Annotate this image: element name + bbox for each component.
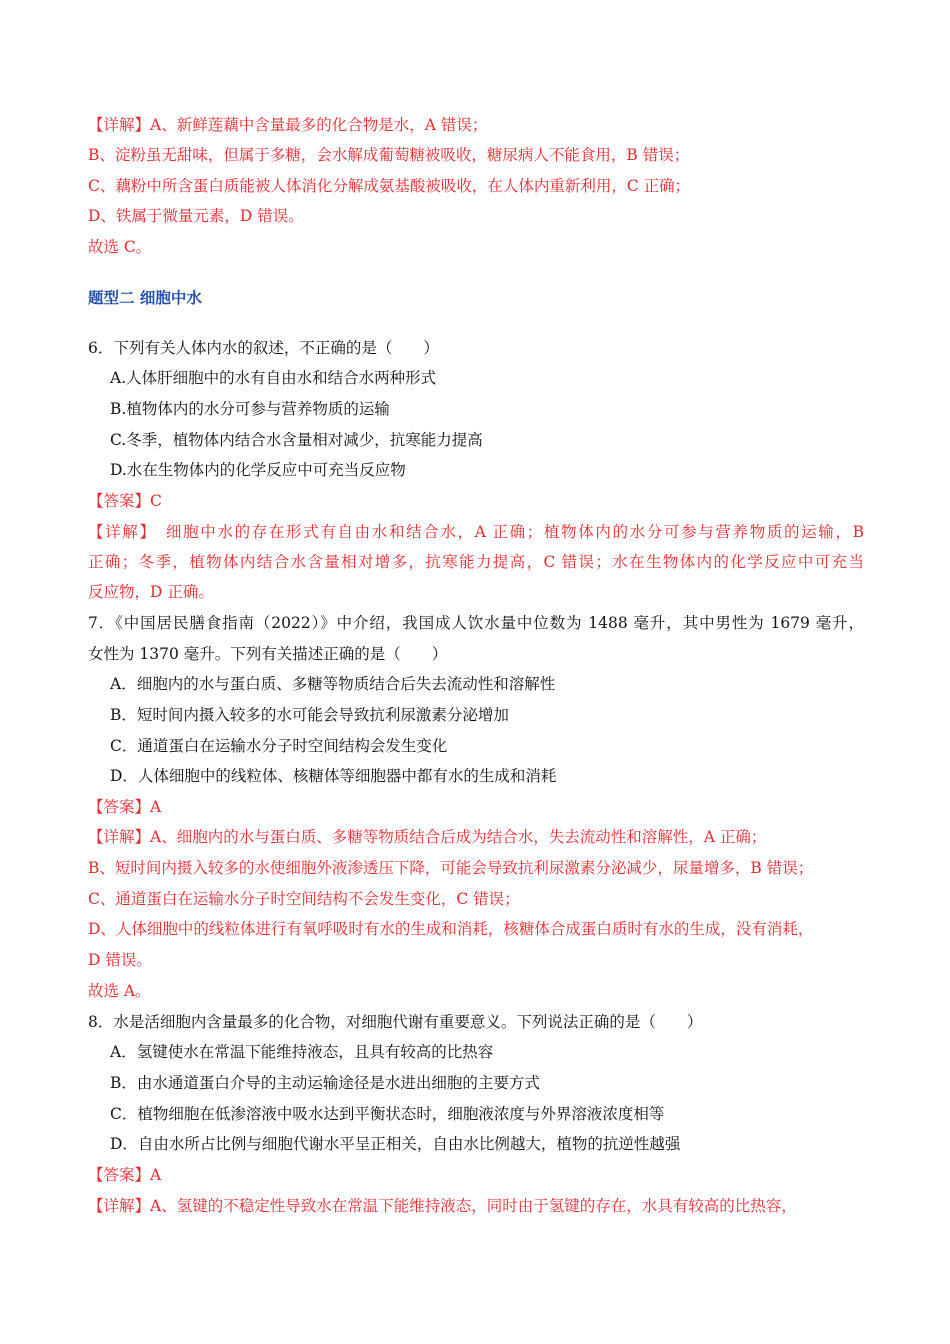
q7-explanation-line: 【详解】A、细胞内的水与蛋白质、多糖等物质结合后成为结合水，失去流动性和溶解性，A 正确； (88, 828, 767, 846)
prev-explanation-line: D、铁属于微量元素，D 错误。 (88, 207, 304, 225)
q8-option-a: A．氢键使水在常温下能维持液态，且具有较高的比热容 (110, 1043, 494, 1061)
q7-stem-line: 7．《中国居民膳食指南（2022）》中介绍，我国成人饮水量中位数为 1488 毫升，其中男性为 1679 毫升， (88, 614, 864, 632)
q6-answer: 【答案】C (88, 492, 162, 510)
q8-answer: 【答案】A (88, 1166, 162, 1184)
q6-explanation-line: 【详解】 细胞中水的存在形式有自由水和结合水，A 正确；植物体内的水分可参与营养物质的运输，B (88, 523, 864, 541)
q7-explanation-line: D、人体细胞中的线粒体进行有氧呼吸时有水的生成和消耗，核糖体合成蛋白质时有水的生成，没有消耗， (88, 920, 814, 938)
q7-stem-line: 女性为 1370 毫升。下列有关描述正确的是（ ） (88, 645, 448, 663)
prev-explanation-line: B、淀粉虽无甜味，但属于多糖，会水解成葡萄糖被吸收，糖尿病人不能食用，B 错误； (88, 146, 690, 164)
q8-option-b: B．由水通道蛋白介导的主动运输途径是水进出细胞的主要方式 (110, 1074, 540, 1092)
q6-option-b: B.植物体内的水分可参与营养物质的运输 (110, 400, 390, 418)
q7-option-c: C．通道蛋白在运输水分子时空间结构会发生变化 (110, 737, 448, 755)
q8-option-d: D．自由水所占比例与细胞代谢水平呈正相关，自由水比例越大，植物的抗逆性越强 (110, 1135, 681, 1153)
q7-explanation-conclusion: 故选 A。 (88, 982, 151, 1000)
q7-option-b: B．短时间内摄入较多的水可能会导致抗利尿激素分泌增加 (110, 706, 509, 724)
q7-explanation-line: C、通道蛋白在运输水分子时空间结构不会发生变化，C 错误； (88, 890, 520, 908)
prev-explanation-line: 【详解】A、新鲜莲藕中含量最多的化合物是水，A 错误； (88, 116, 488, 134)
q7-option-a: A．细胞内的水与蛋白质、多糖等物质结合后失去流动性和溶解性 (110, 675, 556, 693)
q8-explanation-line: 【详解】A、氢键的不稳定性导致水在常温下能维持液态，同时由于氢键的存在，水具有较高的比热容， (88, 1197, 797, 1215)
q7-answer: 【答案】A (88, 798, 162, 816)
q6-stem: 6．下列有关人体内水的叙述，不正确的是（ ） (88, 339, 439, 357)
q7-option-d: D．人体细胞中的线粒体、核糖体等细胞器中都有水的生成和消耗 (110, 767, 557, 785)
prev-explanation-line: C、藕粉中所含蛋白质能被人体消化分解成氨基酸被吸收，在人体内重新利用，C 正确； (88, 177, 691, 195)
q7-explanation-line: D 错误。 (88, 951, 152, 969)
q8-stem: 8．水是活细胞内含量最多的化合物，对细胞代谢有重要意义。下列说法正确的是（ ） (88, 1013, 703, 1031)
q6-option-d: D.水在生物体内的化学反应中可充当反应物 (110, 461, 406, 479)
section-title: 题型二 细胞中水 (88, 288, 202, 307)
q6-option-a: A.人体肝细胞中的水有自由水和结合水两种形式 (110, 369, 437, 387)
q7-explanation-line: B、短时间内摄入较多的水使细胞外液渗透压下降，可能会导致抗利尿激素分泌减少，尿量增多，B 错误； (88, 859, 814, 877)
q6-explanation-line: 反应物，D 正确。 (88, 583, 214, 601)
q6-option-c: C.冬季，植物体内结合水含量相对减少，抗寒能力提高 (110, 431, 483, 449)
q6-explanation-line: 正确；冬季，植物体内结合水含量相对增多，抗寒能力提高，C 错误；水在生物体内的化学反应中可充当 (88, 553, 864, 571)
q8-option-c: C．植物细胞在低渗溶液中吸水达到平衡状态时，细胞液浓度与外界溶液浓度相等 (110, 1105, 665, 1123)
prev-explanation-conclusion: 故选 C。 (88, 238, 152, 256)
